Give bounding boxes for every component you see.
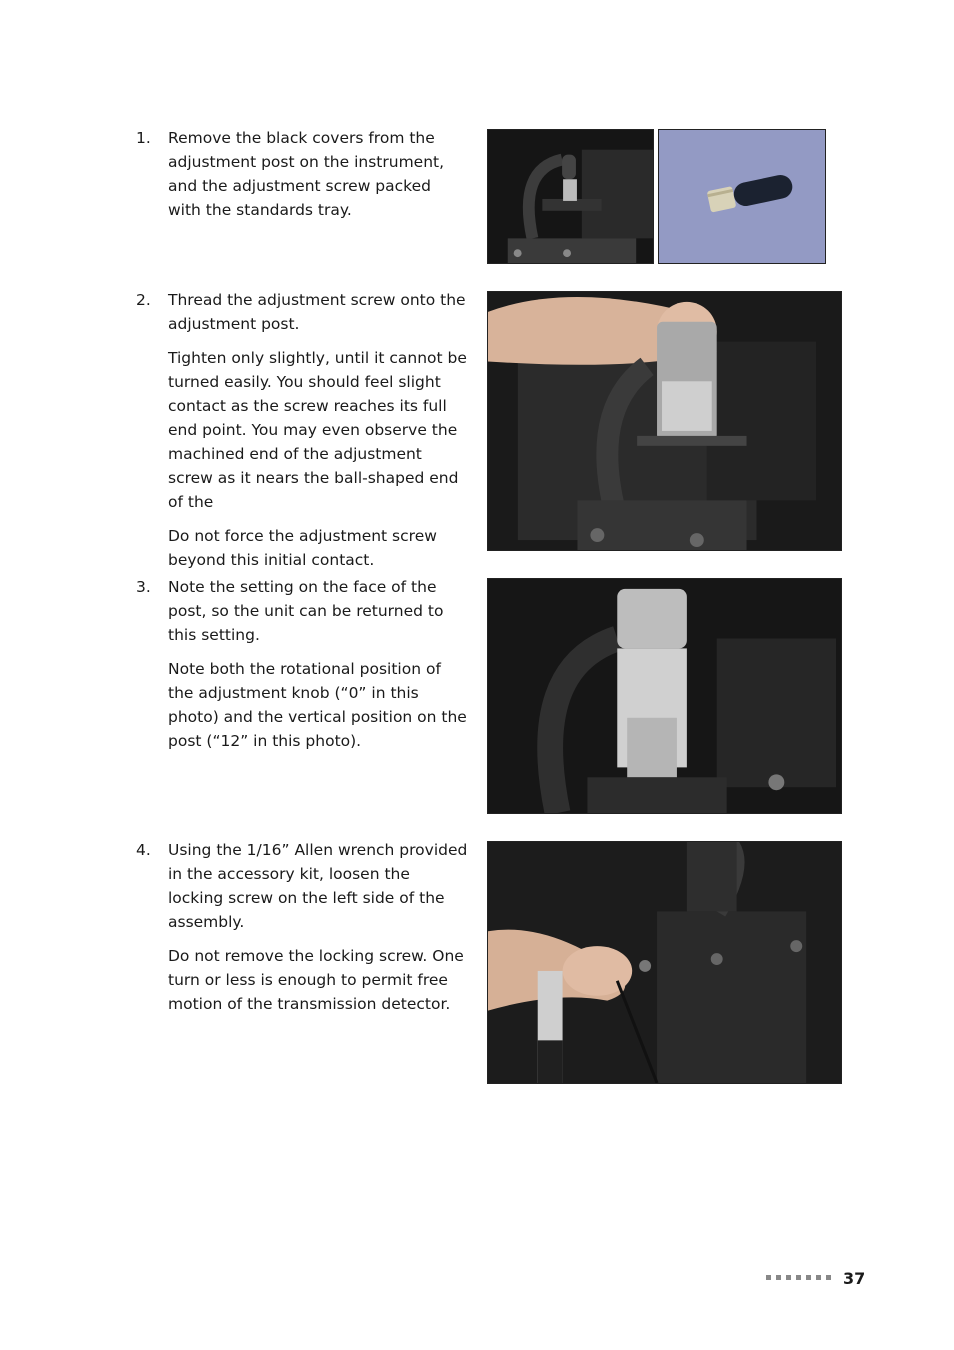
step-paragraph: Thread the adjustment screw onto the adjustment post.	[168, 291, 466, 333]
step-number: 1.	[136, 129, 151, 147]
step-paragraph: Do not remove the locking screw. One turn or less is enough to permit free motion of the transmission detector.	[168, 947, 464, 1013]
allen-wrench-photo	[487, 841, 842, 1084]
adjustment-screw-photo	[658, 129, 826, 264]
step-number: 3.	[136, 578, 151, 596]
step-paragraph: Note both the rotational position of the adjustment knob (“0” in this photo) and the vertical position on the post (“12” in this photo).	[168, 660, 467, 750]
step-paragraph: Tighten only slightly, until it cannot be turned easily. You should feel slight contact as the screw reaches its full end point. You may even observe the machined end of the adjustment screw as it nears the ball-shaped end of the	[168, 349, 467, 511]
thread-screw-photo	[487, 291, 842, 551]
step-paragraph: Do not force the adjustment screw beyond this initial contact.	[168, 527, 437, 569]
step-number: 4.	[136, 841, 151, 859]
step-paragraph: Using the 1/16” Allen wrench provided in the accessory kit, loosen the locking screw on the left side of the assembly.	[168, 841, 468, 931]
footer-dots	[766, 1275, 831, 1280]
adjustment-post-photo	[487, 129, 654, 264]
step-number: 2.	[136, 291, 151, 309]
step-paragraph: Note the setting on the face of the post, so the unit can be returned to this setting.	[168, 578, 444, 644]
page-number: 37	[843, 1269, 866, 1288]
step-text	[168, 288, 468, 582]
step-text	[168, 575, 468, 763]
micrometer-setting-photo	[487, 578, 842, 814]
step-paragraph: Remove the black covers from the adjustment post on the instrument, and the adjustment screw packed with the standards tray.	[168, 129, 445, 219]
step-text	[168, 838, 468, 1026]
step-text	[168, 126, 468, 232]
